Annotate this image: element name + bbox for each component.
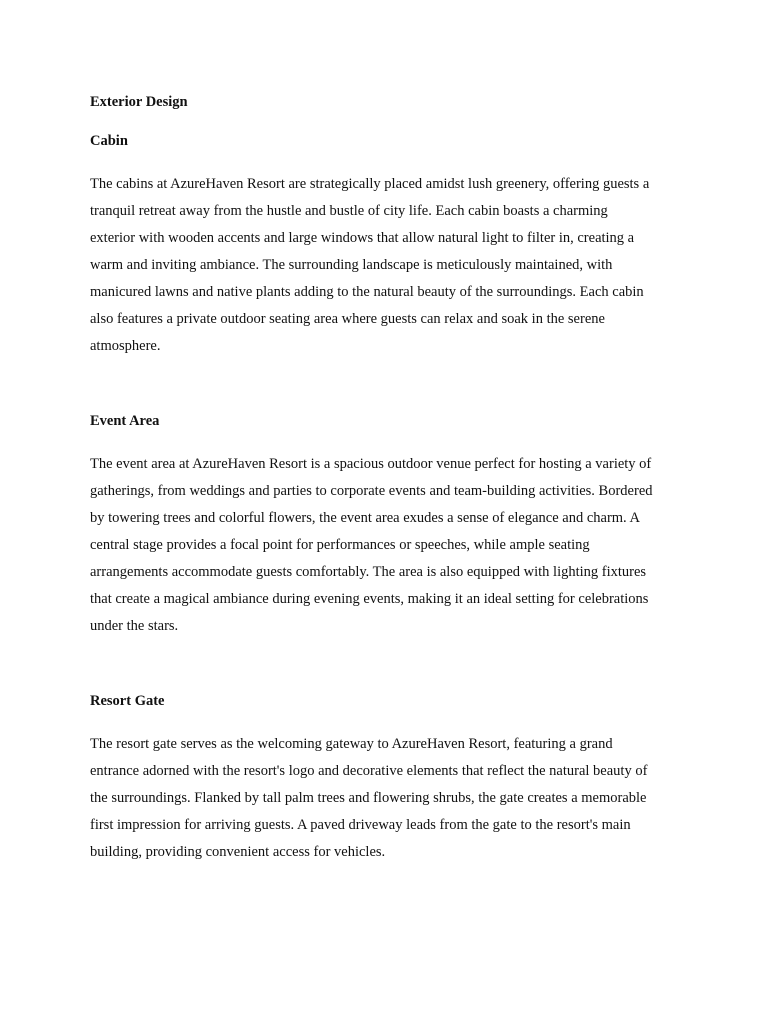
body-line: arrangements accommodate guests comfortably. The area is also equipped with lighting fixtures [90, 564, 647, 580]
body-line: by towering trees and colorful flowers, the event area exudes a sense of elegance and charm. A [90, 510, 640, 526]
section-body-event-area [90, 451, 690, 640]
section-body-resort-gate [90, 731, 690, 866]
body-line: manicured lawns and native plants adding to the natural beauty of the surroundings. Each cabin [90, 284, 644, 300]
section-event-area [90, 412, 690, 640]
document-title: Exterior Design [90, 94, 188, 110]
section-heading-event-area: Event Area [90, 413, 160, 429]
body-line: also features a private outdoor seating area where guests can relax and soak in the serene [90, 311, 605, 327]
body-line: exterior with wooden accents and large windows that allow natural light to filter in, creating a [90, 230, 635, 246]
section-resort-gate [90, 692, 690, 866]
body-line: The cabins at AzureHaven Resort are strategically placed amidst lush greenery, offering guests a [90, 176, 650, 192]
body-line: atmosphere. [90, 338, 161, 354]
body-line: tranquil retreat away from the hustle and bustle of city life. Each cabin boasts a charming [90, 203, 608, 219]
body-line: first impression for arriving guests. A paved driveway leads from the gate to the resort's main [90, 817, 631, 833]
body-line: The resort gate serves as the welcoming gateway to AzureHaven Resort, featuring a grand [90, 736, 613, 752]
body-line: entrance adorned with the resort's logo and decorative elements that reflect the natural beauty of [90, 763, 648, 779]
body-line: the surroundings. Flanked by tall palm trees and flowering shrubs, the gate creates a memorable [90, 790, 647, 806]
body-line: that create a magical ambiance during evening events, making it an ideal setting for celebrations [90, 591, 649, 607]
section-body-cabin [90, 171, 690, 360]
body-line: warm and inviting ambiance. The surrounding landscape is meticulously maintained, with [90, 257, 613, 273]
section-cabin [90, 132, 690, 360]
section-heading-resort-gate: Resort Gate [90, 693, 165, 709]
section-heading-cabin: Cabin [90, 133, 128, 149]
body-line: under the stars. [90, 618, 179, 634]
body-line: central stage provides a focal point for performances or speeches, while ample seating [90, 537, 590, 553]
body-line: gatherings, from weddings and parties to corporate events and team-building activities. Bordered [90, 483, 653, 499]
body-line: The event area at AzureHaven Resort is a spacious outdoor venue perfect for hosting a variety of [90, 456, 652, 472]
body-line: building, providing convenient access for vehicles. [90, 844, 386, 860]
